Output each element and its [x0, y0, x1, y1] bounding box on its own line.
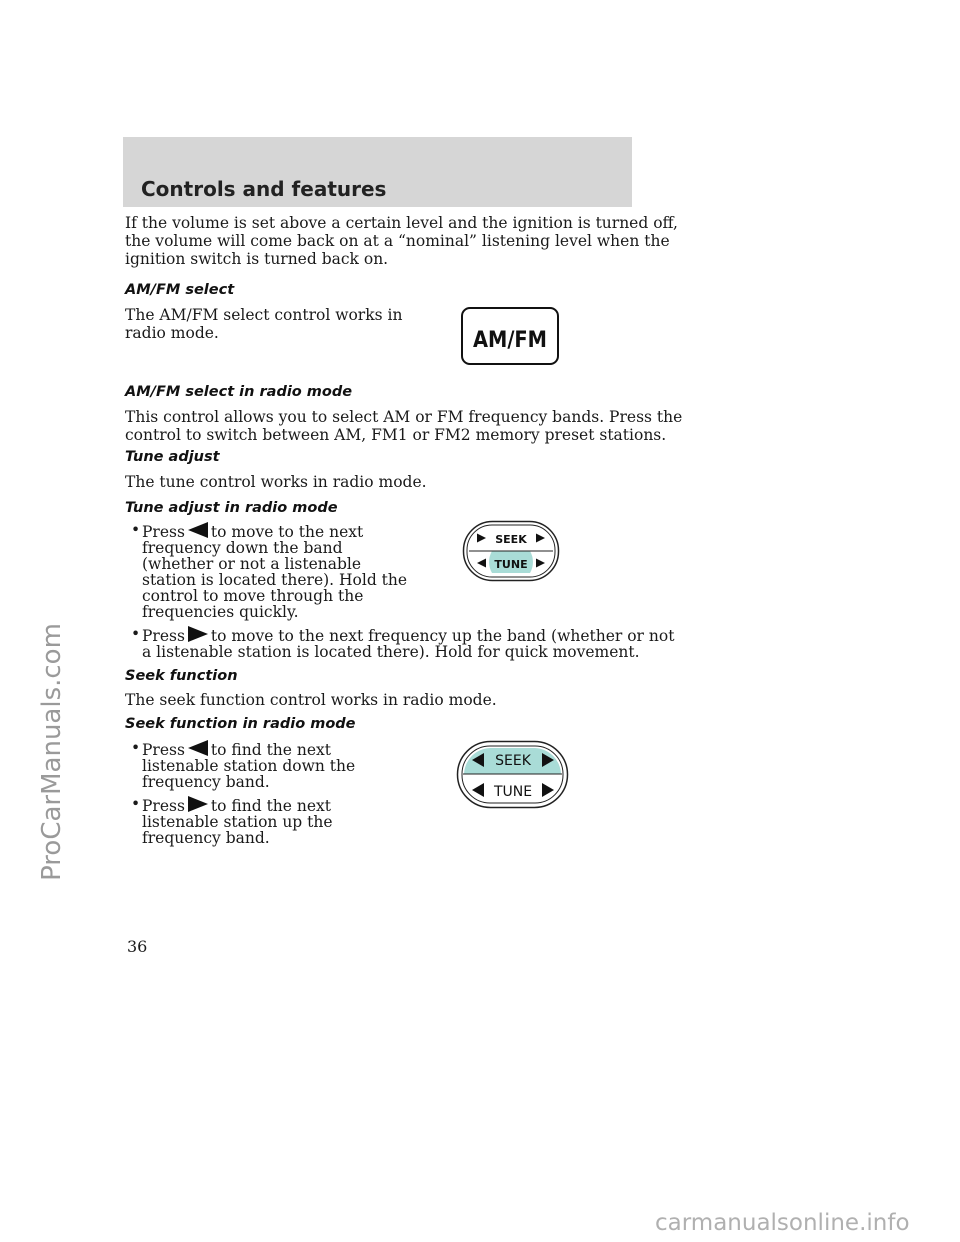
- seek-bullet-1: [131, 739, 332, 759]
- bottom-watermark: carmanualsonline.info: [655, 1210, 910, 1236]
- bullet-dot: •: [131, 521, 141, 539]
- seek-bullet-2-line-3: frequency band.: [142, 829, 270, 847]
- tune-bullet-1-line-5: control to move through the: [142, 587, 364, 605]
- tune-bullet-2-line-2: a listenable station is located there). Hold for quick movement.: [142, 643, 640, 661]
- am-fm-button-label: AM/FM: [473, 328, 547, 353]
- page-number: 36: [127, 937, 148, 956]
- am-fm-heading: AM/FM select: [125, 282, 235, 298]
- seek-bullet-2: [131, 795, 332, 815]
- tune-label: TUNE: [493, 784, 533, 800]
- seek-left-arrow-icon: [188, 740, 208, 756]
- tune-bullet-1-line-6: frequencies quickly.: [142, 603, 299, 621]
- tune-label: TUNE: [494, 558, 528, 571]
- intro-line-2: the volume will come back on at a “nominal” listening level when the: [125, 232, 670, 250]
- seek-label: SEEK: [495, 533, 527, 546]
- seek-right-arrow-icon: [188, 796, 208, 812]
- tune-bullet-1-line-4: station is located there). Hold the: [142, 571, 408, 589]
- tune-bullet-1-line-2: frequency down the band: [142, 539, 343, 557]
- am-fm-radio-heading: AM/FM select in radio mode: [125, 384, 353, 400]
- seek-heading: Seek function: [125, 668, 238, 684]
- tune-heading: Tune adjust: [125, 449, 220, 465]
- bullet-dot: •: [131, 625, 141, 643]
- intro-line-3: ignition switch is turned back on.: [125, 250, 389, 268]
- tune-bullet-1: [131, 521, 364, 541]
- seek-label: SEEK: [495, 753, 531, 769]
- tune-radio-heading: Tune adjust in radio mode: [125, 500, 338, 516]
- bullet-text: to find the next: [210, 741, 332, 759]
- am-fm-body-1: The AM/FM select control works in: [125, 306, 403, 324]
- seek-tune-rocker-figure-seek: [456, 740, 570, 810]
- press-word: Press: [142, 523, 185, 541]
- seek-bullet-2-line-2: listenable station up the: [142, 813, 333, 831]
- bullet-text: to find the next: [210, 797, 332, 815]
- seek-right-arrow-icon: [188, 626, 208, 642]
- am-fm-radio-body-1: This control allows you to select AM or FM frequency bands. Press the: [125, 408, 683, 426]
- tune-bullet-1-line-3: (whether or not a listenable: [142, 555, 362, 573]
- seek-tune-rocker-figure-tune: [462, 520, 560, 582]
- seek-left-arrow-icon: [188, 522, 208, 538]
- press-word: Press: [142, 741, 185, 759]
- page-title: Controls and features: [141, 177, 387, 201]
- bullet-dot: •: [131, 795, 141, 813]
- bullet-text: to move to the next: [210, 523, 364, 541]
- tune-bullet-2: [131, 625, 675, 645]
- am-fm-button-figure: [460, 306, 562, 368]
- seek-radio-heading: Seek function in radio mode: [125, 716, 356, 732]
- seek-bullet-1-line-2: listenable station down the: [142, 757, 356, 775]
- bullet-text: to move to the next frequency up the band (whether or not: [210, 627, 675, 645]
- am-fm-body-2: radio mode.: [125, 324, 219, 342]
- seek-bullet-1-line-3: frequency band.: [142, 773, 270, 791]
- side-watermark: ProCarManuals.com: [37, 623, 67, 881]
- press-word: Press: [142, 797, 185, 815]
- tune-body: The tune control works in radio mode.: [125, 473, 427, 491]
- seek-body: The seek function control works in radio mode.: [125, 691, 497, 709]
- intro-line-1: If the volume is set above a certain level and the ignition is turned off,: [125, 214, 678, 232]
- am-fm-radio-body-2: control to switch between AM, FM1 or FM2 memory preset stations.: [125, 426, 667, 444]
- bullet-dot: •: [131, 739, 141, 757]
- press-word: Press: [142, 627, 185, 645]
